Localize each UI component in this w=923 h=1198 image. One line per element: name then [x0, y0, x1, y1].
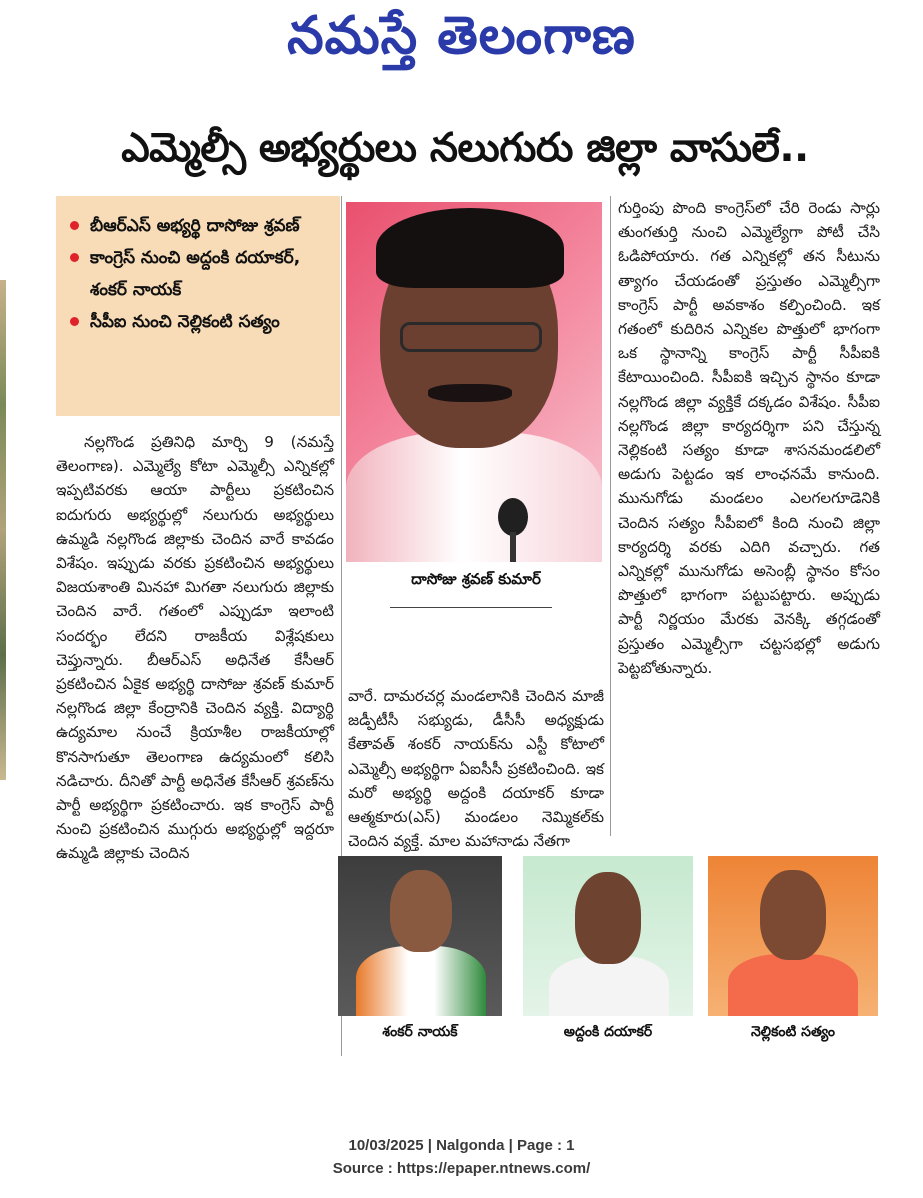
photo-shankar-nayak — [338, 856, 502, 1016]
headline: ఎమ్మెల్సీ అభ్యర్థులు నలుగురు జిల్లా వాసులే.. — [121, 125, 809, 171]
article-text: గుర్తింపు పొంది కాంగ్రెస్‌లో చేరి రెండు సార్లు తుంగతుర్తి నుంచి ఎమ్మెల్యేగా పోటీ చేసి ఓడిపోయారు. గత ఎన్నికల్లో తన సీటును త్యాగం చేయడంతో ప్రస్తుతం ఎమ్మెల్సీగా కాంగ్రెస్ పార్టీ అవకాశం కల్పించింది. ఇక గతంలో కుదిరిన ఎన్నికల పొత్తులో భాగంగా ఒక స్థానాన్ని కాంగ్రెస్ పార్టీ సీపీఐకి కేటాయించింది. సీపీఐకి ఇచ్చిన స్థానం కూడా నల్లగొండ జిల్లా వ్యక్తికే దక్కడం విశేషం. సీపీఐ నల్లగొండ జిల్లా కార్యదర్శిగా పని చేస్తున్న నెల్లికంటి సత్యం కూడా శాసనమండలిలో అడుగు పెట్టడం ఇక లాంఛనమే కానుంది. మునుగోడు మండలం ఎలగలగూడెనికి చెందిన సత్యం సీపీఐలో కింది నుంచి జిల్లా కార్యదర్శి వరకు ఎదిగి వచ్చారు. గత ఎన్నికల్లో మునుగోడు అసెంబ్లీ స్థానం కోసం పొత్తులో భాగంగా పట్టుపట్టారు. అప్పుడు పార్టీ నిర్ణయం మేరకు వెనక్కి తగ్గడంతో ప్రస్తుతం ఎమ్మెల్సీగా చట్టసభల్లో అడుగు పెట్టబోతున్నారు. — [618, 199, 880, 677]
main-photo-caption: దాసోజు శ్రవణ్ కుమార్ — [411, 570, 541, 588]
photo-nellikanti-satyam — [708, 856, 878, 1016]
bullet-icon — [70, 317, 79, 326]
photo-caption: నెల్లికంటి సత్యం — [750, 1024, 836, 1040]
photo-glasses — [400, 322, 542, 352]
column-divider — [610, 196, 611, 836]
microphone-icon — [498, 498, 528, 536]
photo-caption: అద్దంకి దయాకర్ — [563, 1024, 653, 1040]
highlight-item: సీపీఐ నుంచి నెల్లికంటి సత్యం — [68, 306, 330, 338]
masthead — [0, 0, 923, 82]
photo-caption: శంకర్ నాయక్ — [382, 1024, 458, 1040]
caption-divider — [390, 607, 552, 608]
footer-date-edition: 10/03/2025 | Nalgonda | Page : 1 — [348, 1137, 575, 1154]
adjacent-page-edge — [0, 280, 6, 780]
mic-stand — [510, 532, 516, 562]
highlights-box — [56, 196, 340, 416]
bullet-icon — [70, 253, 79, 262]
footer-source: Source : https://epaper.ntnews.com/ — [332, 1160, 591, 1177]
article-column-left — [56, 430, 334, 1045]
bullet-icon — [70, 221, 79, 230]
article-text: నల్లగొండ ప్రతినిధి మార్చి 9 (నమస్తే తెలంగాణ). ఎమ్మెల్యే కోటా ఎమ్మెల్సీ ఎన్నికల్లో ఇప్పటివరకు ఆయా పార్టీలు ప్రకటించిన ఐదుగురు అభ్యర్థుల్లో నలుగురు అభ్యర్థులు ఉమ్మడి నల్లగొండ జిల్లాకు చెందిన వారే కావడం విశేషం. ఇప్పుడు వరకు ప్రకటించిన అభ్యర్థులు విజయశాంతి మినహా మిగతా నలుగురు జిల్లాకు చెందిన వారే. గతంలో ఎప్పుడూ ఇలాంటి సందర్భం లేదని రాజకీయ విశ్లేషకులు చెప్తున్నారు. బీఆర్ఎస్ అధినేత కేసీఆర్ ప్రకటించిన ఏకైక అభ్యర్థి దాసోజు శ్రవణ్ కుమార్ నల్లగొండ జిల్లా కేంద్రానికి చెందిన వ్యక్తి. విద్యార్థి ఉద్యమాల నుంచే క్రియాశీల రాజకీయాల్లో కొనసాగుతూ తెలంగాణ ఉద్యమంలో కలిసి నడిచారు. దీనితో పార్టీ అధినేత కేసీఆర్ శ్రవణ్‌ను పార్టీ అభ్యర్థిగా ప్రకటించారు. ఇక కాంగ్రెస్ పార్టీ నుంచి ప్రకటించిన ముగ్గురు అభ్యర్థుల్లో ఇద్దరూ ఉమ్మడి జిల్లాకు చెందిన — [56, 433, 334, 863]
masthead-title: నమస్తే తెలంగాణ — [287, 6, 636, 66]
photo-addanki-dayakar — [523, 856, 693, 1016]
article-column-right — [618, 196, 880, 836]
highlight-item: కాంగ్రెస్ నుంచి అద్దంకి దయాకర్, శంకర్ నాయక్ — [68, 242, 330, 306]
article-column-middle — [348, 684, 604, 854]
photo-body — [346, 432, 602, 562]
article-text: వారే. దామరచర్ల మండలానికి చెందిన మాజీ జడ్పీటీసీ సభ్యుడు, డీసీసీ అధ్యక్షుడు కేతావత్ శంకర్ నాయక్‌ను ఎస్టీ కోటాలో ఎమ్మెల్సీ అభ్యర్థిగా ఏఐసీసీ ప్రకటించింది. ఇక మరో అభ్యర్థి అద్దంకి దయాకర్ కూడా ఆత్మకూరు(ఎస్) మండలం నెమ్మికల్‌కు చెందిన వ్యక్తే. మాల మహానాడు నేతగా — [348, 687, 604, 851]
photo-hair — [376, 208, 564, 288]
main-photo — [346, 202, 602, 562]
highlight-item: బీఆర్ఎస్ అభ్యర్థి దాసోజు శ్రవణ్ — [68, 210, 330, 242]
photo-mustache — [428, 384, 512, 402]
